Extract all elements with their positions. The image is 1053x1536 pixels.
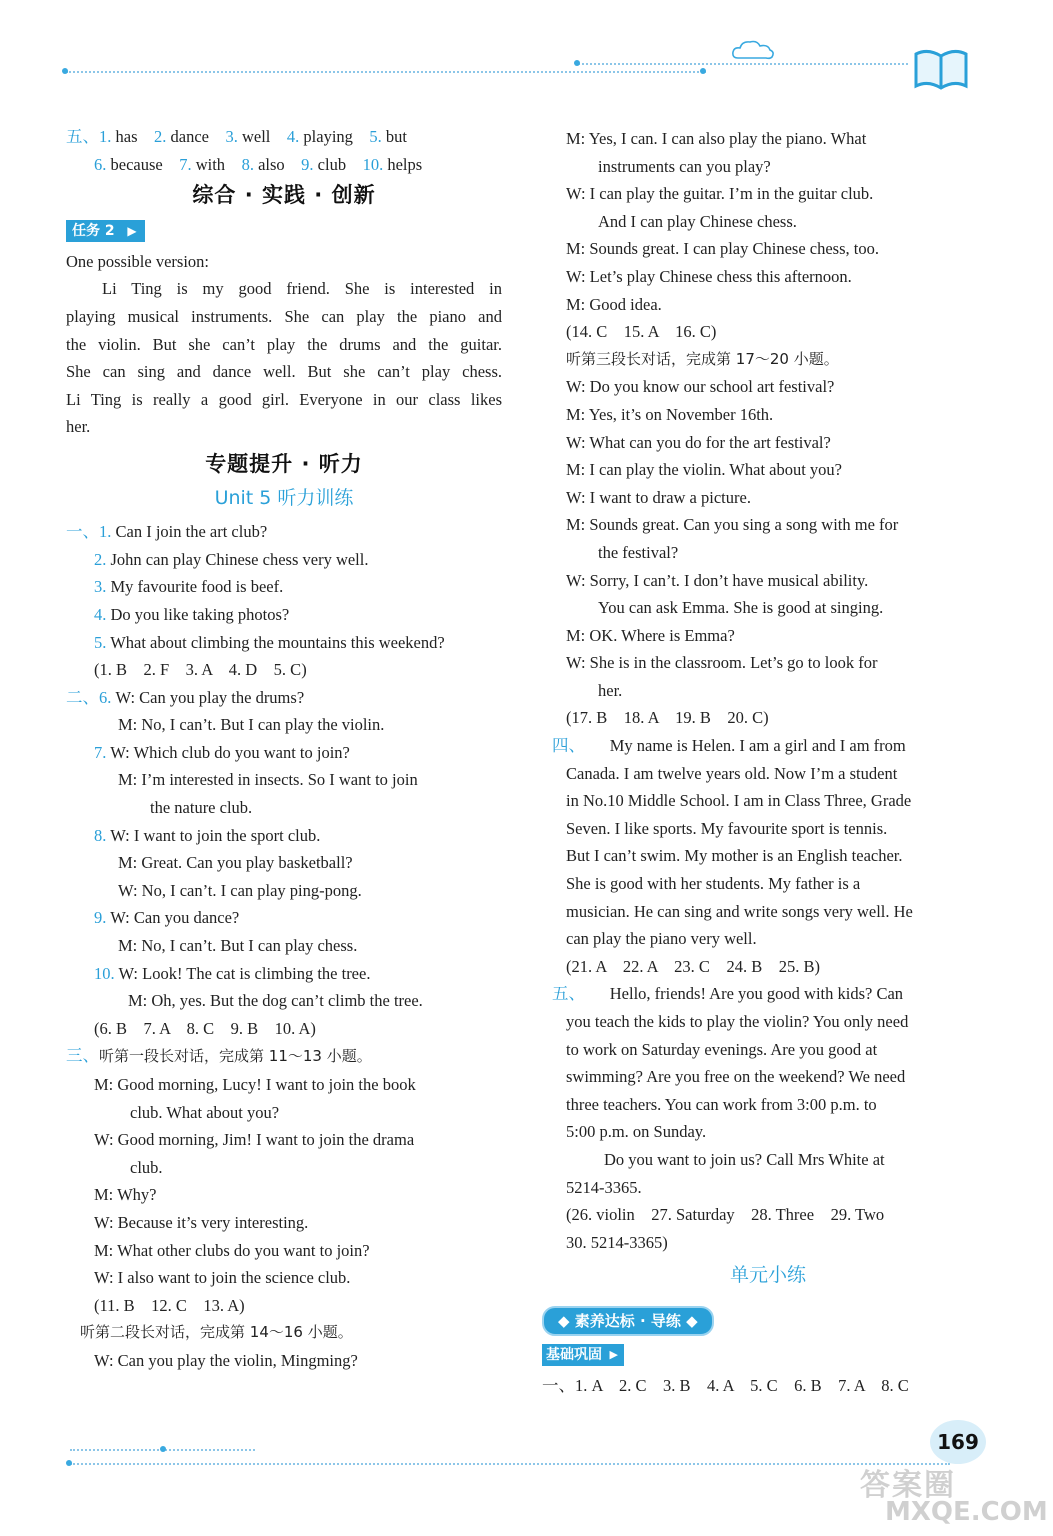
answer-key: (6. B 7. A 8. C 9. B 10. A) (94, 1018, 316, 1038)
paragraph-line: you teach the kids to play the violin? You only need (566, 1012, 909, 1031)
dialog-line: W: I want to draw a picture. (566, 487, 751, 507)
footer-dot (66, 1460, 72, 1466)
answer-word: club (317, 154, 347, 174)
item-number: 6. (99, 687, 112, 707)
basic-badge (542, 1344, 624, 1366)
dialog-line: You can ask Emma. She is good at singing. (598, 598, 884, 618)
item-number: 8. (241, 154, 254, 174)
item-text: Can I join the art club? (115, 522, 268, 542)
dialog-text: W: Can you play the drums? (115, 687, 305, 707)
dialog-line: M: OK. Where is Emma? (566, 625, 735, 645)
paragraph-line: 5:00 p.m. on Sunday. (566, 1122, 707, 1142)
page-number: 169 (930, 1420, 986, 1464)
answer-word: dance (170, 127, 209, 146)
dialog-line: And I can play Chinese chess. (598, 211, 797, 231)
dialog-line: M: Great. Can you play basketball? (118, 853, 353, 873)
answer-key: 30. 5214-3365) (566, 1232, 668, 1252)
answer-word: with (195, 154, 226, 174)
section-intro: 听第三段长对话，完成第 17～20 小题。 (566, 349, 839, 368)
dialog-line: M: Sounds great. Can you sing a song with me for (566, 515, 899, 535)
item-number: 4. (94, 604, 107, 624)
dialog-line: W: I can play the guitar. I’m in the guitar club. (566, 184, 874, 204)
answer-word: also (258, 154, 285, 174)
answer-key: (17. B 18. A 19. B 20. C) (566, 708, 769, 728)
practice-pill: ◆ 素养达标 · 导练 ◆ (542, 1306, 714, 1336)
paragraph-line: Seven. I like sports. My favourite sport is tennis. (566, 818, 888, 838)
dialog-line: W: Sorry, I can’t. I don’t have musical ability. (566, 570, 869, 590)
header-dotted-line-upper (578, 63, 908, 65)
paragraph-line: can play the piano very well. (566, 929, 757, 949)
essay-line: She can sing and dance well. But she can’t play chess. (66, 362, 502, 382)
item-text: What about climbing the mountains this weekend? (110, 632, 445, 652)
answer-key: (11. B 12. C 13. A) (94, 1295, 245, 1315)
dialog-line (66, 904, 502, 932)
paragraph-line: to work on Saturday evenings. Are you good at (566, 1039, 878, 1059)
item-text: John can play Chinese chess very well. (110, 549, 369, 569)
paragraph-line: She is good with her students. My father is a (566, 874, 861, 894)
dialog-line: M: Yes, it’s on November 16th. (566, 404, 774, 424)
dialog-text: W: I want to join the sport club. (110, 825, 321, 845)
item-number: 4. (286, 127, 300, 146)
dialog-line: instruments can you play? (598, 156, 771, 176)
paragraph-line: Canada. I am twelve years old. Now I’m a student (566, 763, 898, 783)
paragraph-line: But I can’t swim. My mother is an English teacher. (566, 846, 903, 866)
answer-word: has (115, 127, 138, 146)
dialog-line: M: Why? (94, 1185, 157, 1205)
dialog-text: W: Which club do you want to join? (110, 742, 350, 762)
paragraph-text: Hello, friends! Are you good with kids? Can (609, 984, 904, 1004)
item-number: 6. (94, 154, 107, 174)
dialog-line: W: No, I can’t. I can play ping-pong. (118, 880, 362, 900)
right-column (542, 125, 970, 1400)
item-number: 10. (362, 154, 384, 174)
item-number: 5. (369, 127, 382, 146)
dialog-line: M: Oh, yes. But the dog can’t climb the tree. (128, 991, 423, 1011)
answer-word: playing (303, 127, 353, 146)
dialog-text: W: Look! The cat is climbing the tree. (118, 963, 371, 983)
dialog-line: M: No, I can’t. But I can play chess. (118, 936, 358, 956)
dialog-line: W: Do you know our school art festival? (566, 377, 835, 397)
dialog-line: the festival? (598, 542, 679, 562)
footer-dotted-line (70, 1463, 950, 1465)
open-book-icon (912, 46, 970, 92)
paragraph-line: three teachers. You can work from 3:00 p.m. to (566, 1094, 877, 1114)
paragraph-line: 5214-3365. (566, 1177, 642, 1197)
section-marker: 五、 (552, 984, 577, 1004)
paragraph-line: musician. He can sing and write songs very well. He (566, 901, 913, 921)
paragraph-line (552, 980, 970, 1008)
item-number: 5. (94, 632, 107, 652)
section-marker: 四、 (552, 736, 577, 756)
task-badge-label: 任务 2 (72, 222, 115, 239)
left-column (66, 123, 502, 1375)
header-dot (700, 68, 706, 74)
answer-line-s5-2 (66, 151, 502, 179)
section-intro: 听第二段长对话，完成第 14～16 小题。 (80, 1323, 353, 1342)
dialog-line: M: Yes, I can. I can also play the piano. What (566, 129, 867, 148)
dialog-line (66, 739, 502, 767)
section-marker: 五、 (66, 127, 99, 146)
item-number: 7. (94, 742, 107, 762)
footer-dot (160, 1446, 166, 1452)
play-arrow-icon: ▶ (127, 223, 137, 238)
answer-line-s5-1 (66, 123, 502, 151)
dialog-line: M: Good idea. (566, 294, 662, 314)
section-marker: 二、 (66, 687, 99, 707)
dialog-line (66, 960, 502, 988)
item-number: 3. (94, 577, 107, 597)
paragraph-line: in No.10 Middle School. I am in Class Three, Grade (566, 791, 912, 811)
header-dot (62, 68, 68, 74)
dialog-line: club. (130, 1157, 163, 1177)
section-title-practice: 综合 · 实践 · 创新 (192, 183, 376, 208)
task-badge (66, 220, 145, 242)
item-number: 9. (94, 908, 107, 928)
dialog-line: M: What other clubs do you want to join? (94, 1240, 370, 1260)
item-number: 1. (99, 127, 112, 146)
watermark-logo: 答案圈 (860, 1468, 956, 1503)
dialog-line: W: What can you do for the art festival? (566, 432, 831, 452)
item-number: 2. (94, 549, 107, 569)
unit-practice-title: 单元小练 (729, 1264, 806, 1287)
play-arrow-icon: ▶ (609, 1347, 618, 1361)
item-number: 1. (99, 522, 112, 542)
dialog-text: W: Can you dance? (110, 908, 240, 928)
section-marker: 三、 (66, 1046, 99, 1066)
item-number: 7. (179, 154, 192, 174)
dialog-line: M: I can play the violin. What about you? (566, 460, 843, 480)
answer-key: (26. violin 27. Saturday 28. Three 29. Two (566, 1205, 885, 1225)
list-item (66, 629, 502, 657)
section-title-special: 专题提升 · 听力 (205, 451, 363, 476)
paragraph-line: Do you want to join us? Call Mrs White at (604, 1149, 885, 1169)
dialog-line: W: Good morning, Jim! I want to join the drama (94, 1130, 415, 1150)
paragraph-line (552, 732, 970, 760)
essay-line: playing musical instruments. She can play the piano and (66, 306, 502, 326)
item-text: My favourite food is beef. (110, 577, 284, 597)
list-item (66, 573, 502, 601)
list-item (66, 518, 502, 546)
dialog-line (66, 822, 502, 850)
unit-title: Unit 5 听力训练 (214, 486, 354, 509)
header-dotted-line (66, 71, 706, 73)
essay-line: her. (66, 417, 91, 437)
possible-version-label: One possible version: (66, 251, 209, 271)
basic-badge-label: 基础巩固 (546, 1346, 602, 1363)
intro-text: 听第一段长对话，完成第 11～13 小题。 (99, 1047, 372, 1066)
dialog-line: the nature club. (150, 798, 253, 818)
answer-key: (1. B 2. F 3. A 4. D 5. C) (94, 660, 307, 680)
item-text: Do you like taking photos? (110, 604, 290, 624)
paragraph-text: My name is Helen. I am a girl and I am from (609, 736, 906, 756)
list-item (66, 546, 502, 574)
section-marker: 一、 (66, 522, 99, 542)
dialog-line: W: I also want to join the science club. (94, 1268, 351, 1288)
dialog-line: W: Can you play the violin, Mingming? (94, 1350, 358, 1370)
dialog-line (66, 684, 502, 712)
dialog-line: W: Because it’s very interesting. (94, 1212, 309, 1232)
item-number: 10. (94, 963, 115, 983)
essay-line: Li Ting is my good friend. She is interested in (102, 279, 502, 299)
answer-word: because (110, 154, 163, 174)
item-number: 3. (225, 127, 238, 146)
list-item (66, 601, 502, 629)
answer-key: 一、1. A 2. C 3. B 4. A 5. C 6. B 7. A 8. C (542, 1375, 909, 1395)
cloud-icon (730, 38, 776, 62)
answer-word: helps (387, 154, 423, 174)
dialog-line: M: I’m interested in insects. So I want to join (118, 770, 418, 790)
dialog-line: M: Sounds great. I can play Chinese chess, too. (566, 239, 879, 259)
header-dot (574, 60, 580, 66)
paragraph-line: swimming? Are you free on the weekend? We need (566, 1067, 906, 1087)
dialog-line: M: Good morning, Lucy! I want to join the book (94, 1075, 416, 1094)
answer-key: (21. A 22. A 23. C 24. B 25. B) (566, 956, 820, 976)
item-number: 9. (301, 154, 314, 174)
section-intro (66, 1042, 502, 1071)
dialog-line: club. What about you? (130, 1102, 280, 1122)
item-number: 8. (94, 825, 107, 845)
answer-word: but (385, 127, 407, 146)
dialog-line: W: Let’s play Chinese chess this afternoon. (566, 266, 852, 286)
essay-line: the violin. But she can’t play the drums and the guitar. (66, 334, 502, 354)
answer-word: well (241, 127, 271, 146)
item-number: 2. (154, 127, 167, 146)
watermark-url: MXQE.COM (885, 1497, 1048, 1527)
dialog-line: her. (598, 680, 623, 700)
essay-line: Li Ting is really a good girl. Everyone in our class likes (66, 389, 502, 409)
dialog-line: M: No, I can’t. But I can play the violin. (118, 715, 385, 735)
dialog-line: W: She is in the classroom. Let’s go to look for (566, 653, 878, 673)
answer-key: (14. C 15. A 16. C) (566, 322, 717, 342)
